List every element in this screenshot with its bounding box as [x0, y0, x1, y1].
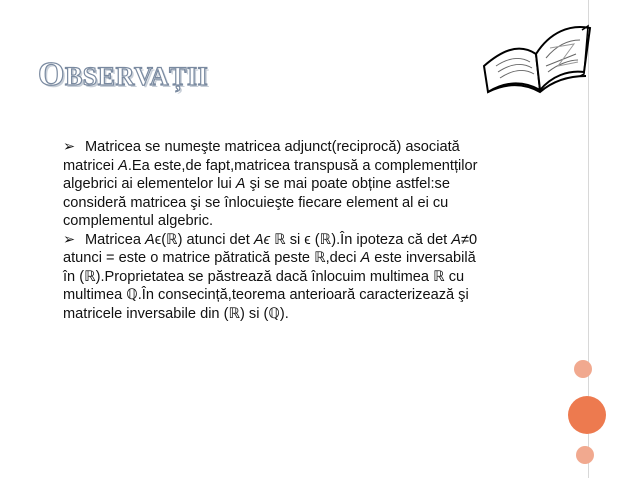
arrow-bullet-icon: ➢ [63, 139, 76, 155]
paragraph-text: A [451, 231, 462, 248]
paragraph-text: şi se mai poate obține astfel:se consideră matricea şi se înlocuieşte fiecare element al ei cu complementul algebric. [63, 176, 450, 229]
paragraph-text: ℝ si ϵ (ℝ).În ipoteza că det [270, 231, 452, 248]
paragraph-text: ϵ(ℝ) atunci det [154, 231, 254, 248]
paragraph-text: este inversabilă în (ℝ).Proprietatea se păstrează dacă înlocuim multimea ℝ cu multimea ℚ.În consecință,teorema anterioară caracterizează şi matricele inversabile din (ℝ) si (ℚ). [63, 250, 476, 322]
title-rest: BSERVAȚII [64, 62, 209, 91]
paragraph-text: .Ea este,de fapt,matricea transpusă a complementților algebrici ai elementelor lui [63, 157, 478, 192]
slide-title [38, 56, 208, 94]
arrow-bullet-icon: ➢ [63, 231, 76, 248]
paragraph-text: A [118, 157, 128, 174]
decor-circle-large [568, 396, 606, 434]
bullet-paragraph [63, 138, 483, 231]
paragraph-text: A [235, 176, 246, 192]
paragraph-text: Aϵ [253, 231, 271, 248]
bullet-paragraph [63, 231, 483, 324]
decor-circle-small-bottom [576, 446, 594, 464]
paragraph-text: Matricea [85, 231, 146, 248]
decor-circle-small-top [574, 360, 592, 378]
paragraph-text: A [360, 250, 371, 266]
paragraph-text: A [145, 231, 155, 248]
open-book-icon [478, 14, 596, 96]
content-body [63, 138, 483, 323]
title-first-letter: O [38, 56, 65, 93]
paragraph-text: Matricea se numeşte matricea adjunct(reciprocă) asociată matricei [63, 139, 460, 174]
paragraph-text: ≠0 atunci = este o matrice pătratică peste ℝ,deci [63, 231, 478, 266]
